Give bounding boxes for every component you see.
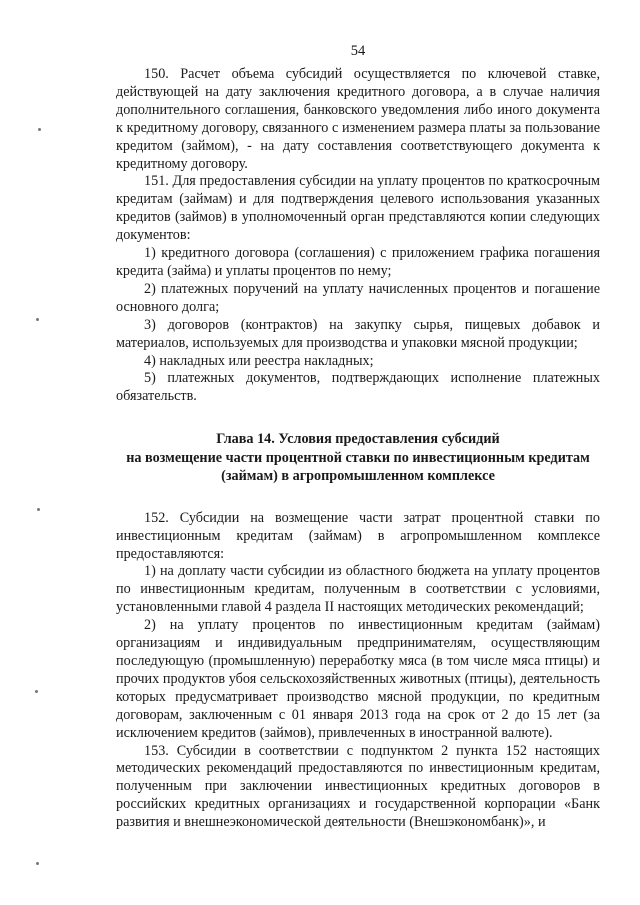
- list-item-151-3: 3) договоров (контрактов) на закупку сырья, пищевых добавок и материалов, используемых для производства и упаковки мясной продукции;: [116, 316, 600, 351]
- list-item-152-1: 1) на доплату части субсидии из областного бюджета на уплату процентов по инвестиционным кредитам, полученным в соответствии с условиями, установленными главой 4 раздела II настоящих методических рекомендаций;: [116, 563, 600, 616]
- paragraph-153: 153. Субсидии в соответствии с подпунктом 2 пункта 152 настоящих методических рекомендаций предоставляются по инвестиционным кредитам, полученным при заключении инвестиционных кредитных договоров в российских кредитных организациях и государственной корпорации «Банк развития и внешнеэкономической деятельности (Внешэкономбанк)», и: [116, 742, 600, 831]
- scan-margin-mark: [36, 318, 39, 321]
- scan-margin-mark: [35, 690, 38, 693]
- document-body: [116, 66, 600, 832]
- list-item-152-2: 2) на уплату процентов по инвестиционным кредитам (займам) организациям и индивидуальным предпринимателям, осуществляющим последующую (промышленную) переработку мяса (в том числе мяса птицы) и прочих продуктов убоя сельскохозяйственных животных (птицы), деятельность которых предусматривает производство мясной продукции, по кредитным договорам, заключенным с 01 января 2013 года на срок от 2 до 15 лет (за исключением кредитов (займов), привлеченных в иностранной валюте).: [116, 617, 600, 741]
- scan-margin-mark: [38, 128, 41, 131]
- chapter-heading: [116, 430, 600, 486]
- list-item-151-1: 1) кредитного договора (соглашения) с приложением графика погашения кредита (займа) и уплаты процентов по нему;: [116, 245, 600, 279]
- list-item-151-2: 2) платежных поручений на уплату начисленных процентов и погашение основного долга;: [116, 280, 600, 315]
- chapter-heading-line-3: (займам) в агропромышленном комплексе: [221, 468, 495, 485]
- scan-margin-mark: [37, 508, 40, 511]
- chapter-heading-line-1: Глава 14. Условия предоставления субсидий: [216, 431, 500, 448]
- scan-margin-mark: [36, 862, 39, 865]
- list-item-151-5: 5) платежных документов, подтверждающих исполнение платежных обязательств.: [116, 370, 600, 405]
- paragraph-151: 151. Для предоставления субсидии на уплату процентов по краткосрочным кредитам (займам) и для подтверждения целевого использования указанных кредитов (займов) в уполномоченный орган представляются копии следующих документов:: [116, 173, 600, 244]
- chapter-heading-line-2: на возмещение части процентной ставки по инвестиционным кредитам: [126, 449, 590, 466]
- list-item-151-4: 4) накладных или реестра накладных;: [144, 352, 374, 369]
- paragraph-150: 150. Расчет объема субсидий осуществляется по ключевой ставке, действующей на дату заключения кредитного договора, а в случае наличия дополнительного соглашения, банковского уведомления либо иного документа к кредитному договору, связанного с изменением размера платы за пользование кредитом (займом), - на дату составления соответствующего документа к кредитному договору.: [116, 66, 600, 172]
- paragraph-152: 152. Субсидии на возмещение части затрат процентной ставки по инвестиционным кредитам (займам) в агропромышленном комплексе предоставляются:: [116, 509, 600, 562]
- page-number: 54: [350, 43, 366, 59]
